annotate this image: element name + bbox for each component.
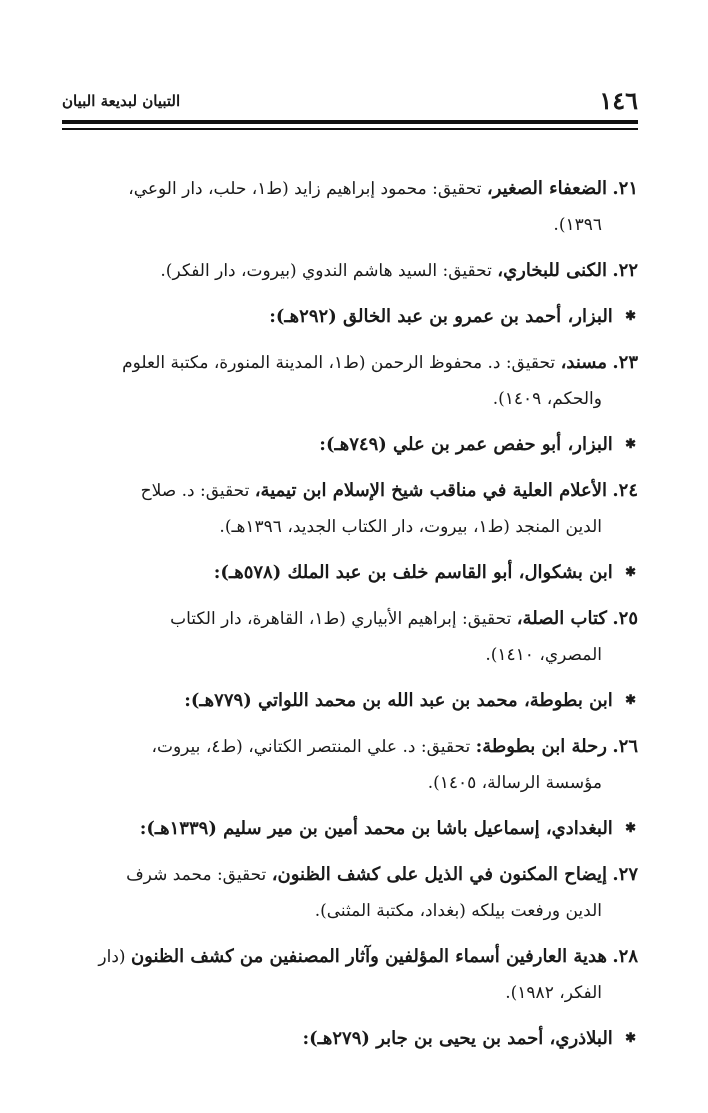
star-icon: ✱ [625,309,636,324]
entry-continuation: الدين المنجد (ط١، بيروت، دار الكتاب الجديد، ١٣٩٦هـ). [219,517,602,537]
entry-number: ٢٨. [612,946,638,967]
author-heading [68,552,638,594]
author-heading [68,680,638,722]
entry-details: تحقيق: السيد هاشم الندوي (بيروت، دار الفكر). [160,261,492,281]
star-icon: ✱ [625,821,636,836]
author-name: البغدادي، إسماعيل باشا بن محمد أمين بن مير سليم (١٣٣٩هـ): [139,818,613,839]
entry-number: ٢٧. [612,864,638,885]
entry-continuation: مؤسسة الرسالة، ١٤٠٥). [427,773,602,793]
entry-number: ٢٣. [612,352,638,373]
entry-details: تحقيق: د. محفوظ الرحمن (ط١، المدينة المنورة، مكتبة العلوم [122,353,556,373]
entry-details: تحقيق: د. صلاح [140,481,250,501]
entry-number: ٢١. [612,178,638,199]
entry-details: تحقيق: د. علي المنتصر الكتاني، (ط٤، بيروت، [151,737,471,757]
author-name: البزار، أبو حفص عمر بن علي (٧٤٩هـ): [319,434,613,455]
entry-details: تحقيق: محمود إبراهيم زايد (ط١، حلب، دار الوعي، [128,179,482,199]
author-heading [68,1018,638,1060]
bibliography-entry [68,470,638,548]
bibliography-entry [68,936,638,1014]
header-rule-thick [62,120,638,124]
bibliography-list [68,168,638,1064]
entry-continuation: المصري، ١٤١٠). [485,645,602,665]
bibliography-entry [68,598,638,676]
page-header [62,86,638,116]
entry-continuation: ١٣٩٦). [553,215,602,235]
star-icon: ✱ [625,1031,636,1046]
author-heading [68,424,638,466]
work-title: إيضاح المكنون في الذيل على كشف الظنون، [271,864,607,885]
star-icon: ✱ [625,437,636,452]
bibliography-entry [68,250,638,292]
author-name: ابن بشكوال، أبو القاسم خلف بن عبد الملك (٥٧٨هـ): [213,562,613,583]
bibliography-entry [68,726,638,804]
page-number: ١٤٦ [599,86,638,115]
header-rule-thin [62,128,638,130]
work-title: الأعلام العلية في مناقب شيخ الإسلام ابن تيمية، [254,480,607,501]
work-title: مسند، [560,352,607,373]
entry-number: ٢٥. [612,608,638,629]
entry-continuation: والحكم، ١٤٠٩). [492,389,602,409]
entry-number: ٢٢. [612,260,638,281]
author-name: البزار، أحمد بن عمرو بن عبد الخالق (٢٩٢هـ): [269,306,613,327]
entry-details: تحقيق: إبراهيم الأبياري (ط١، القاهرة، دار الكتاب [170,609,512,629]
entry-details: تحقيق: محمد شرف [126,865,267,885]
running-title: التبيان لبديعة البيان [62,92,181,110]
entry-continuation: الفكر، ١٩٨٢). [505,983,602,1003]
work-title: رحلة ابن بطوطة: [475,736,607,757]
author-name: ابن بطوطة، محمد بن عبد الله بن محمد اللواتي (٧٧٩هـ): [184,690,613,711]
star-icon: ✱ [625,565,636,580]
bibliography-entry [68,854,638,932]
entry-details: (دار [98,947,126,967]
work-title: الضعفاء الصغير، [486,178,607,199]
star-icon: ✱ [625,693,636,708]
author-heading [68,296,638,338]
author-heading [68,808,638,850]
entry-number: ٢٤. [612,480,638,501]
bibliography-entry [68,168,638,246]
bibliography-entry [68,342,638,420]
entry-number: ٢٦. [612,736,638,757]
work-title: الكنى للبخاري، [497,260,607,281]
work-title: كتاب الصلة، [516,608,607,629]
work-title: هدية العارفين أسماء المؤلفين وآثار المصنفين من كشف الظنون [130,946,607,967]
entry-continuation: الدين ورفعت بيلكه (بغداد، مكتبة المثنى). [314,901,602,921]
author-name: البلاذري، أحمد بن يحيى بن جابر (٢٧٩هـ): [302,1028,613,1049]
